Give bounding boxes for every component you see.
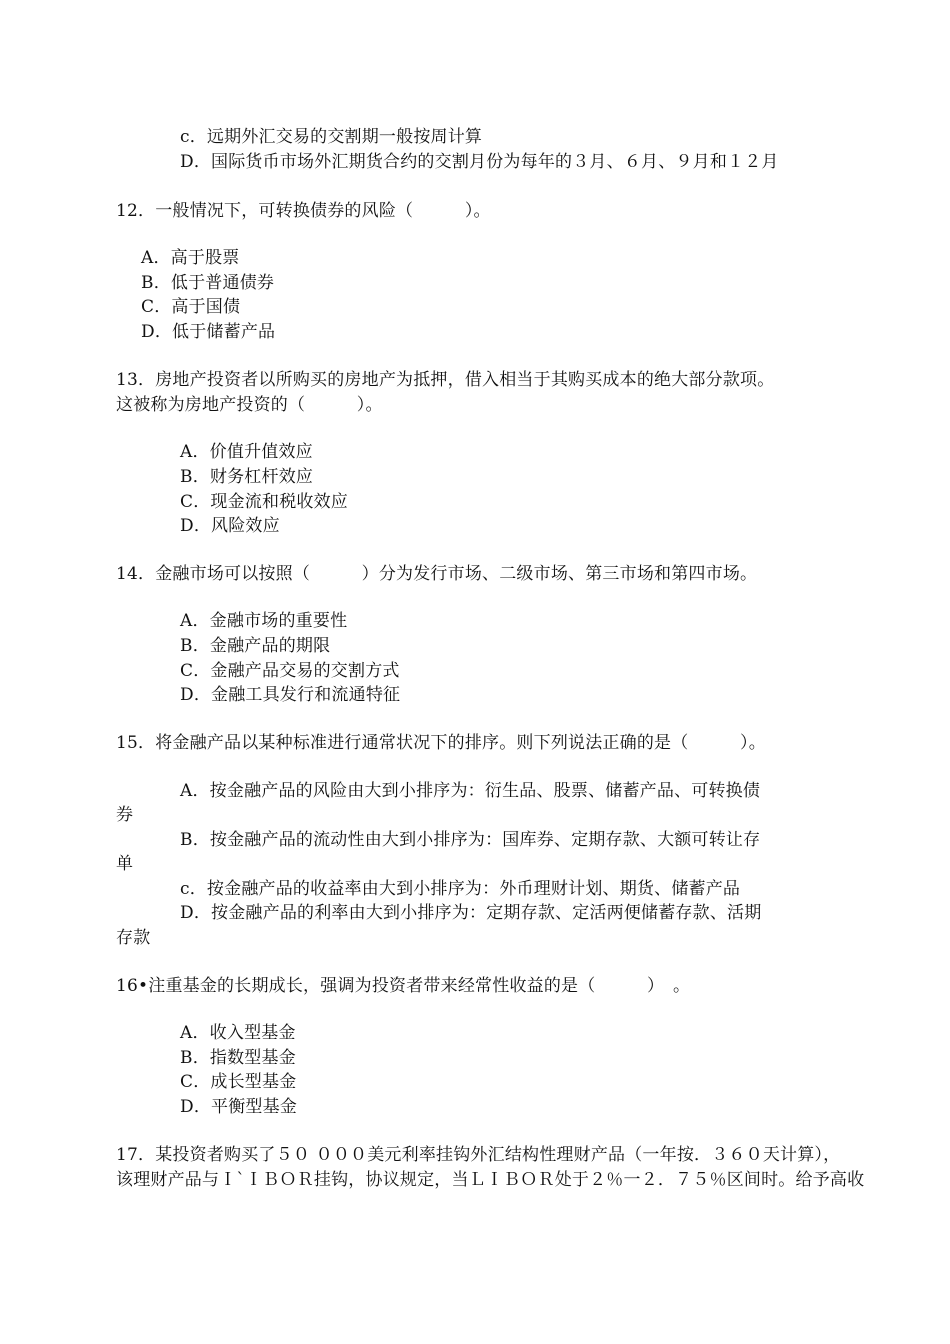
q14-option-b: B．金融产品的期限 <box>180 636 331 656</box>
q13-stem-line2: 这被称为房地产投资的（ ）。 <box>116 395 383 415</box>
q12-option-c: C．高于国债 <box>141 297 241 317</box>
q15-option-d-line1: D．按金融产品的利率由大到小排序为：定期存款、定活两便储蓄存款、活期 <box>180 903 762 923</box>
q14-option-a: A．金融市场的重要性 <box>180 611 348 631</box>
q12-option-d: D．低于储蓄产品 <box>141 322 276 342</box>
q15-option-b-line1: B．按金融产品的流动性由大到小排序为：国库券、定期存款、大额可转让存 <box>180 830 761 850</box>
q16-option-a: A．收入型基金 <box>180 1023 296 1043</box>
q11-option-c: c．远期外汇交易的交割期一般按周计算 <box>180 127 483 147</box>
q16-option-c: C．成长型基金 <box>180 1072 297 1092</box>
q16-option-d: D．平衡型基金 <box>180 1097 298 1117</box>
q15-option-a-line2: 券 <box>116 805 134 825</box>
q15-option-c: c．按金融产品的收益率由大到小排序为：外币理财计划、期货、储蓄产品 <box>180 879 741 899</box>
q16-stem: 16•注重基金的长期成长，强调为投资者带来经常性收益的是（ ） 。 <box>116 976 691 996</box>
q13-stem-line1: 13．房地产投资者以所购买的房地产为抵押，借入相当于其购买成本的绝大部分款项。 <box>116 370 775 390</box>
q15-stem: 15．将金融产品以某种标准进行通常状况下的排序。则下列说法正确的是（ ）。 <box>116 733 766 753</box>
q13-option-c: C．现金流和税收效应 <box>180 492 349 512</box>
q13-option-d: D．风险效应 <box>180 516 280 536</box>
q17-stem-line2: 该理财产品与Ｉ`ＩＢＯＲ挂钩，协议规定，当ＬＩＢＯＲ处于２％一２．７５％区间时。给予高收 <box>116 1170 865 1190</box>
q15-option-b-line2: 单 <box>116 854 134 874</box>
q14-option-c: C．金融产品交易的交割方式 <box>180 661 400 681</box>
q13-option-a: A．价值升值效应 <box>180 442 313 462</box>
q15-option-d-line2: 存款 <box>116 928 151 948</box>
q16-option-b: B．指数型基金 <box>180 1048 296 1068</box>
q12-option-b: B．低于普通债券 <box>141 273 275 293</box>
q11-option-d: D．国际货币市场外汇期货合约的交割月份为每年的３月、６月、９月和１２月 <box>180 152 779 172</box>
q15-option-a-line1: A．按金融产品的风险由大到小排序为：衍生品、股票、储蓄产品、可转换债 <box>180 781 761 801</box>
q13-option-b: B．财务杠杆效应 <box>180 467 314 487</box>
q14-stem: 14．金融市场可以按照（ ）分为发行市场、二级市场、第三市场和第四市场。 <box>116 564 758 584</box>
q12-stem: 12．一般情况下，可转换债券的风险（ ）。 <box>116 201 491 221</box>
q14-option-d: D．金融工具发行和流通特征 <box>180 685 401 705</box>
q17-stem-line1: 17．某投资者购买了５０ ０００美元利率挂钩外汇结构性理财产品（一年按．３６０天计算）， <box>116 1145 841 1165</box>
q12-option-a: A．高于股票 <box>141 248 240 268</box>
